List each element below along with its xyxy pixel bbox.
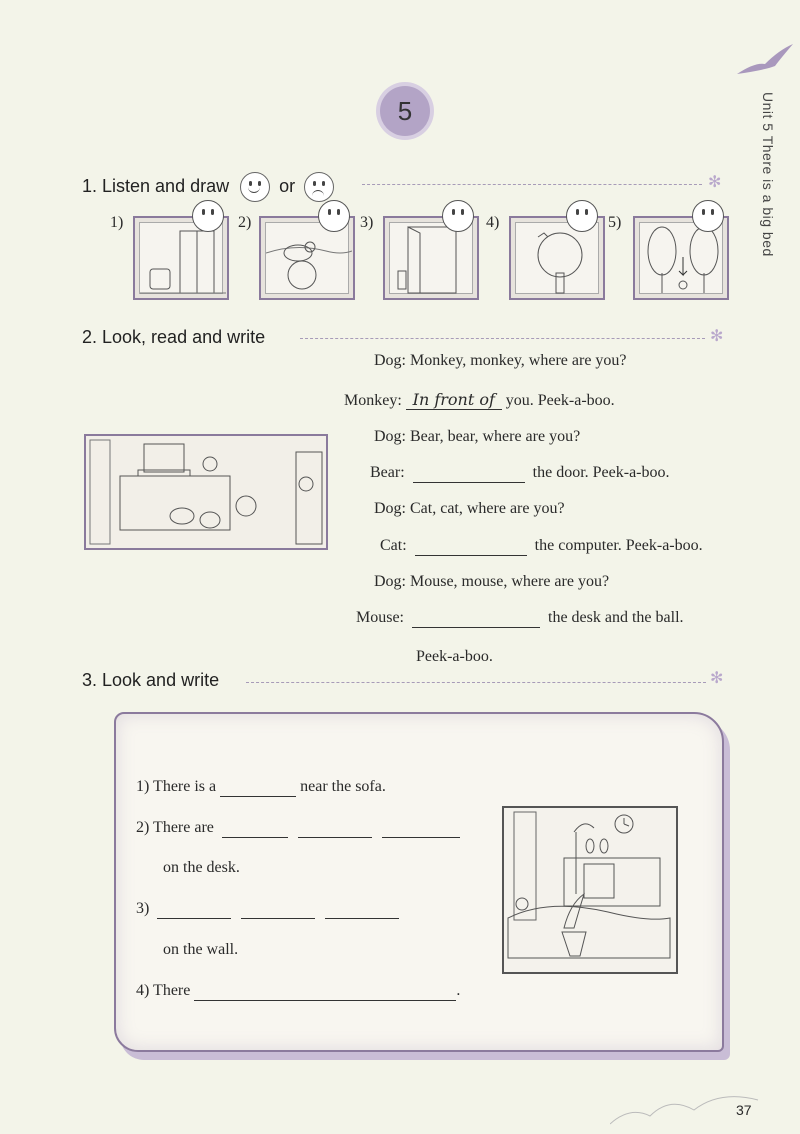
item-number: 4) — [486, 214, 500, 231]
section2-divider — [300, 338, 705, 339]
star-icon: ✻ — [708, 174, 722, 191]
two-trees-drawing — [640, 223, 726, 297]
item-number: 2) — [238, 214, 252, 231]
or-text: or — [279, 175, 296, 196]
empty-face-icon — [192, 200, 224, 232]
star-icon: ✻ — [710, 328, 724, 345]
dialog-line-1: Dog: Monkey, monkey, where are you? — [374, 352, 627, 369]
answer-field[interactable] — [413, 464, 525, 483]
dialog-closing: Peek-a-boo. — [416, 648, 493, 665]
answer-field[interactable] — [298, 819, 372, 838]
question-3-line2: on the wall. — [163, 941, 239, 958]
answer-field[interactable] — [157, 900, 231, 919]
room-drawing — [86, 436, 326, 548]
question-3: 3) — [136, 900, 399, 919]
answer-field[interactable] — [222, 819, 288, 838]
dialog-line-3: Dog: Bear, bear, where are you? — [374, 428, 581, 445]
star-icon: ✻ — [710, 670, 724, 687]
answer-field[interactable] — [412, 609, 540, 628]
living-room-picture — [502, 806, 678, 974]
answer-field[interactable] — [241, 900, 315, 919]
footer-ornament — [610, 1066, 760, 1131]
unit-badge: 5 — [380, 86, 430, 136]
dog-ball-drawing — [266, 223, 352, 297]
question-1: 1) There is a near the sofa. — [136, 778, 386, 795]
section3-divider — [246, 682, 706, 683]
dialog-line-2: Monkey: In front of you. Peek-a-boo. — [344, 390, 615, 409]
dialog-line-6: Cat: the computer. Peek-a-boo. — [380, 537, 703, 554]
question-2-line2: on the desk. — [163, 859, 240, 876]
answer-field[interactable] — [415, 537, 527, 556]
answer-field[interactable] — [382, 819, 460, 838]
frown-face-icon — [304, 172, 334, 202]
unit-side-title: Unit 5 There is a big bed — [760, 92, 776, 257]
section2-title: 2. Look, read and write — [82, 327, 266, 347]
answer-field[interactable] — [325, 900, 399, 919]
section3-title: 3. Look and write — [82, 670, 220, 690]
answer-field[interactable] — [220, 778, 296, 797]
dialog-line-5: Dog: Cat, cat, where are you? — [374, 500, 565, 517]
dialog-line-7: Dog: Mouse, mouse, where are you? — [374, 573, 610, 590]
room-picture — [84, 434, 328, 550]
living-room-drawing — [504, 808, 676, 972]
smile-face-icon — [240, 172, 270, 202]
door-drawing — [390, 223, 476, 297]
wardrobe-drawing — [140, 223, 226, 297]
answer-field[interactable] — [194, 982, 456, 1001]
item-number: 3) — [360, 214, 374, 231]
page-number: 37 — [736, 1102, 752, 1118]
empty-face-icon — [566, 200, 598, 232]
item-number: 5) — [608, 214, 622, 231]
bird-icon — [735, 40, 795, 80]
question-2: 2) There are — [136, 819, 460, 838]
dialog-line-8: Mouse: the desk and the ball. — [356, 609, 684, 626]
dialog-line-4: Bear: the door. Peek-a-boo. — [370, 464, 670, 481]
section1-title: 1. Listen and draw or — [82, 172, 334, 202]
item-number: 1) — [110, 214, 124, 231]
empty-face-icon — [692, 200, 724, 232]
section1-divider — [362, 184, 702, 185]
empty-face-icon — [318, 200, 350, 232]
tree-drawing — [516, 223, 602, 297]
header-ornament — [735, 40, 795, 85]
answer-field[interactable]: In front of — [406, 390, 502, 410]
question-4: 4) There . — [136, 982, 461, 999]
empty-face-icon — [442, 200, 474, 232]
